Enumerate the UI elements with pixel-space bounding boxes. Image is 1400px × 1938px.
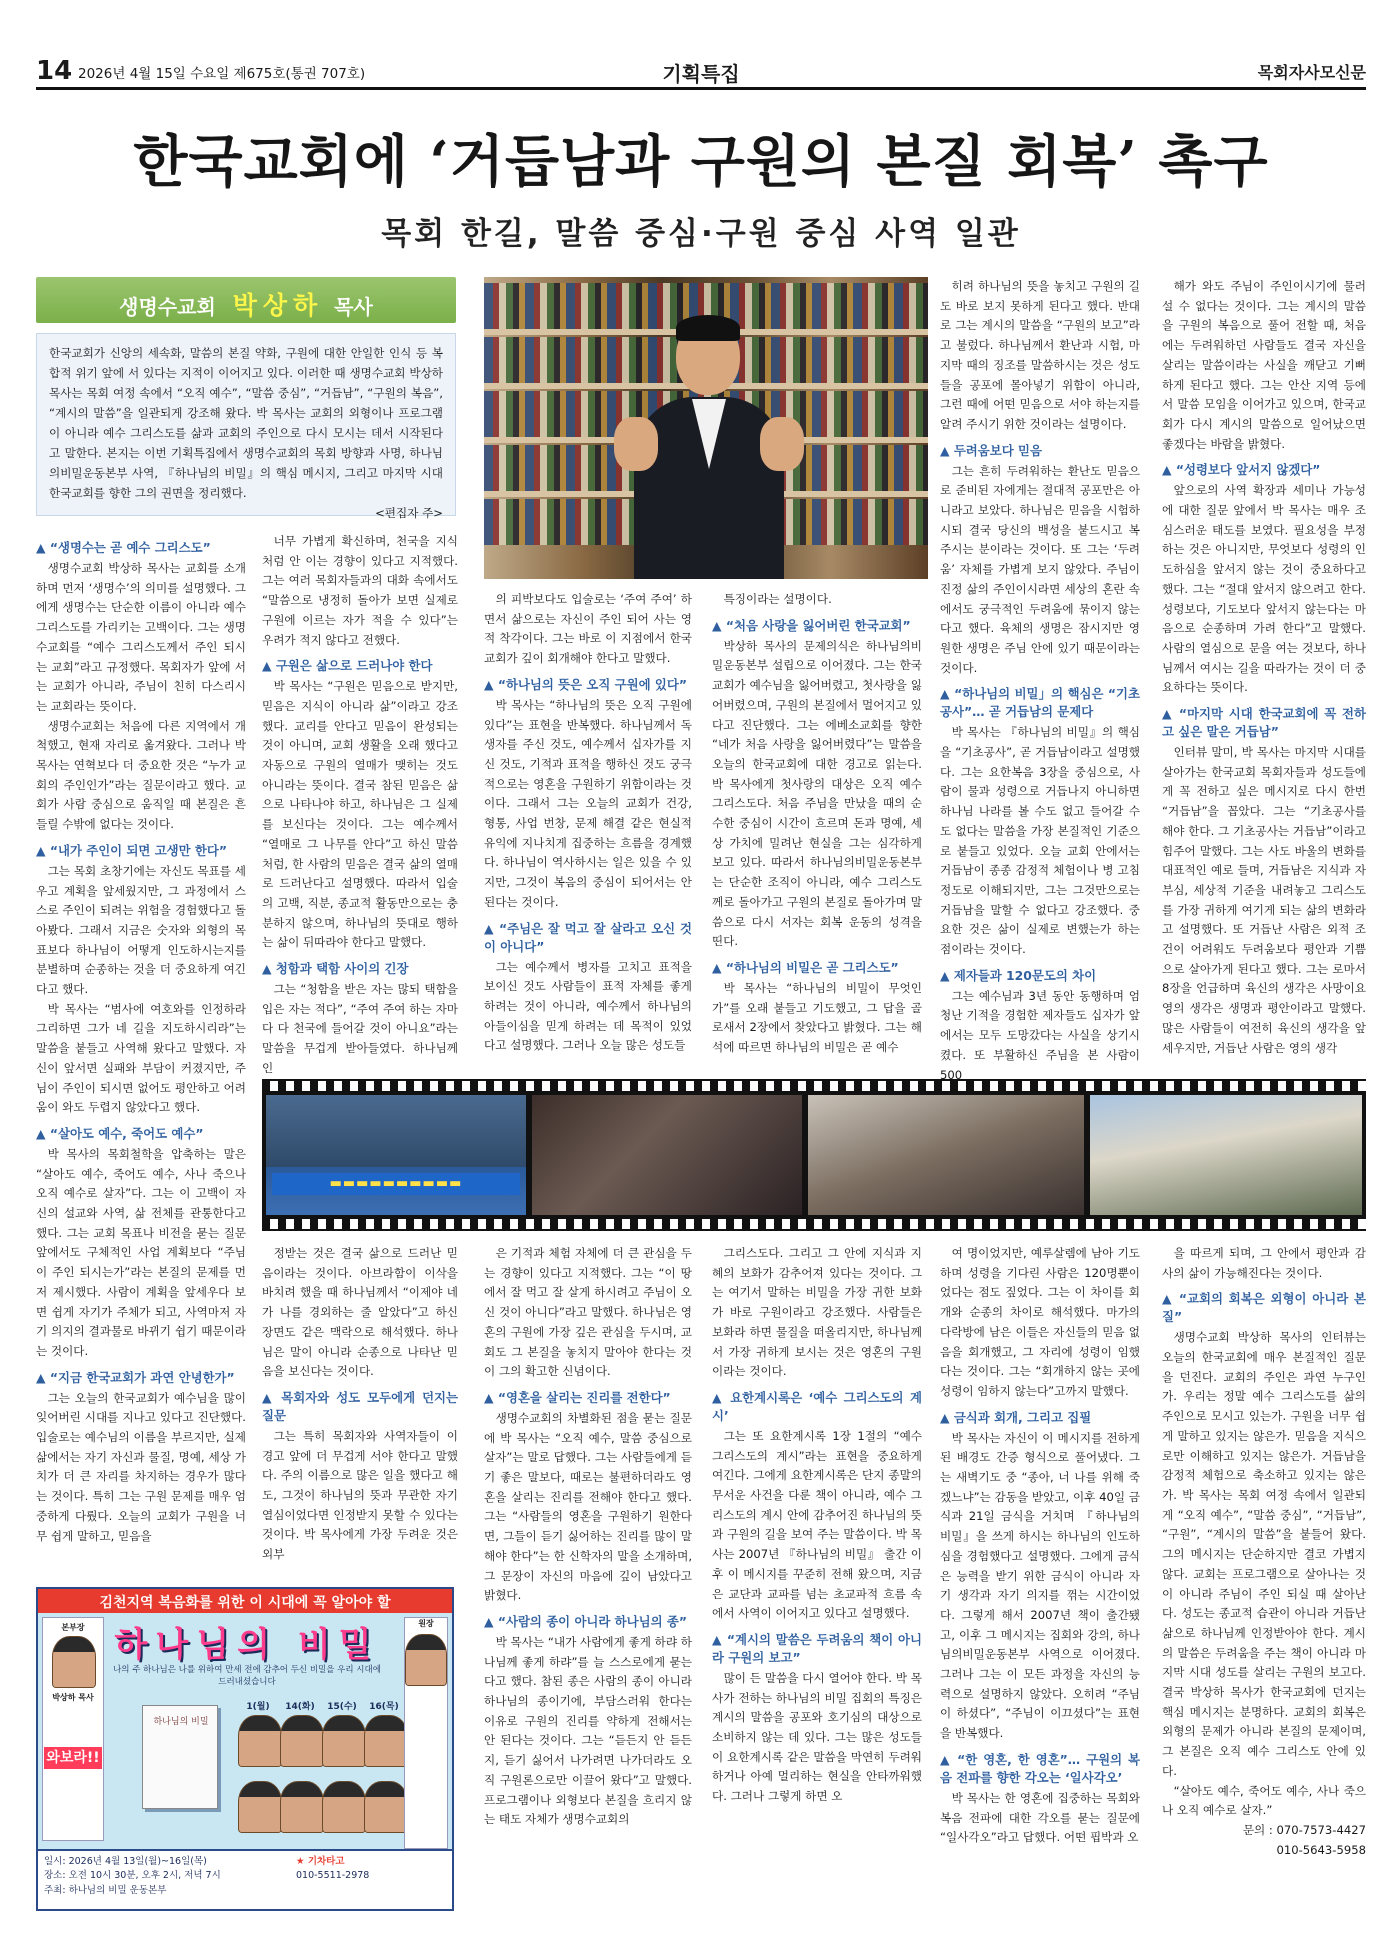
host-portrait (405, 1634, 447, 1686)
column-5-bottom (940, 1244, 1140, 1848)
film-perforation (262, 1219, 1366, 1229)
speaker-portrait (280, 1781, 324, 1833)
editor-intro (36, 333, 456, 520)
paragraph: 그는 또 요한계시록 1장 1절의 “예수 그리스도의 계시”라는 표현을 중요하게 여긴다. 그에게 요한계시록은 단지 종말의 무서운 사건을 다룬 책이 아니라, 예수 그리스도의 계시 안에 감추어진 하나님의 뜻과 구원의 길을 보여 주는 말씀이다. 박 목사는 2007년 『하나님의 비밀』 출간 이후 이 메시지를 꾸준히 전해 왔으며, 지금은 교단과 교파를 넘는 초교파적 흐름 속에서 사역이 이어지고 있다고 설명했다. (712, 1428, 922, 1621)
subheadline: 목회 한길, 말씀 중심·구원 중심 사역 일관 (381, 216, 1021, 252)
subheading: ▲ “교회의 회복은 외형이 아니라 본질” (1162, 1291, 1366, 1325)
byline-title: 목사 (334, 295, 373, 319)
paragraph: 특징이라는 설명이다. (723, 592, 832, 606)
subheading: ▲ 목회자와 성도 모두에게 던지는 질문 (262, 1389, 458, 1423)
pastor-figure (634, 317, 784, 579)
session-day: 1(월) (246, 1702, 270, 1712)
subheading: ▲ “하나님의 비밀은 곧 그리스도” (712, 959, 899, 975)
hair (676, 315, 740, 341)
paragraph: 박 목사는 “하나님의 비밀이 무엇인가”를 오래 붙들고 기도했고, 그 답을 골로새서 2장에서 찾았다고 밝혔다. 그는 해석에 따르면 하나님의 비밀은 곧 예수 (712, 980, 922, 1055)
column-2-top (262, 532, 458, 1079)
subheading: ▲ “영혼을 살리는 진리를 전한다” (484, 1389, 671, 1405)
subheading: ▲ “하나님의 비밀」의 핵심은 “기초공사”… 곧 거듭남의 문제다 (940, 686, 1140, 720)
paragraph: 해가 와도 주님이 주인이시기에 물러설 수 없다는 것이다. 그는 계시의 말씀을 구원의 복음으로 풀어 전할 때, 처음에는 두려워하던 사람들도 결국 자신을 살리는 말씀이라는 사실을 깨닫고 기뻐하게 된다고 했다. 그는 안산 지역 등에서 말씀 모임을 이어가고 있으며, 한국교회가 다시 계시의 말씀으로 일어났으면 좋겠다는 바람을 밝혔다. (1162, 279, 1366, 451)
banner-graphic: ▬▬▬▬▬▬▬▬▬▬ (272, 1173, 520, 1195)
paragraph: 박 목사는 “내가 사람에게 좋게 하랴 하나님께 좋게 하랴”를 늘 스스로에게 묻는다고 했다. 참된 종은 사람의 종이 아니라 하나님의 종이기에, 부담스러워 한다는 이유로 구원의 진리를 약하게 전해서는 안 된다는 것이다. 그는 “듣든지 안 듣든지, 듣기 싫어서 나가려면 나가더라도 오직 구원론으로만 이끌어 왔다”고 말했다. 프로그램이나 외형보다 본질을 흐리지 않는 태도 자체가 생명수교회의 (484, 1634, 692, 1827)
session-day: 14(화) (285, 1702, 315, 1712)
book-title: 하나님의 비밀 (153, 1717, 209, 1727)
paragraph: 그는 예수님과 3년 동안 동행하며 엄청난 기적을 경험한 제자들도 십자가 앞에서는 모두 도망갔다는 사실을 상기시켰다. 또 부활하신 주님을 본 사람이 500 (940, 988, 1140, 1082)
paragraph: 정받는 것은 결국 삶으로 드러난 믿음이라는 것이다. 아브라함이 이삭을 바치려 했을 때 하나님께서 “이제야 네가 나를 경외하는 줄 알았다”고 하신 장면도 같은 맥락으로 해석했다. 하나님은 말이 아니라 순종으로 나타난 믿음을 보신다는 것이다. (262, 1246, 458, 1379)
masthead (36, 52, 1366, 90)
column-6-bottom (1162, 1244, 1366, 1860)
subheading: ▲ “살아도 예수, 죽어도 예수” (36, 1125, 204, 1141)
intro-text: 한국교회가 신앙의 세속화, 말씀의 본질 약화, 구원에 대한 안일한 인식 등 복합적 위기 앞에 서 있다는 지적이 이어지고 있다. 이러한 때 생명수교회 박상하 목사는 목회 여정 속에서 “오직 예수”, “말씀 중심”, “거듭남”, “구원의 복음”, “계시의 말씀”을 일관되게 강조해 왔다. 박 목사는 교회의 외형이나 프로그램이 아니라 예수 그리스도를 삶과 교회의 주인으로 다시 모시는 데서 시작된다고 말한다. 본지는 이번 기획특집에서 생명수교회의 목회 방향과 사명, 하나님의비밀운동본부 사역, 『하나님의 비밀』의 핵심 메시지, 그리고 마지막 시대 한국교회를 향한 그의 권면을 정리했다. (49, 346, 443, 500)
subheading: ▲ “생명수는 곧 예수 그리스도” (36, 540, 211, 555)
ad-organizer: 주최: 하나님의 비밀 운동본부 (44, 1884, 167, 1896)
subheading: ▲ 청함과 택함 사이의 긴장 (262, 961, 409, 977)
subheading: ▲ “계시의 말씀은 두려움의 책이 아니라 구원의 보고” (712, 1631, 922, 1665)
paragraph: 그는 목회 초창기에는 자신도 목표를 세우고 계획을 앞세웠지만, 그 과정에서 스스로 주인이 되려는 위험을 경험했다고 돌아봤다. 그래서 지금은 숫자와 외형의 목표보다 하나님이 어떻게 인도하시는지를 분별하며 순종하는 것을 더 중요하게 여긴다고 했다. (36, 863, 246, 997)
ad-left-label: 본부장 (61, 1623, 85, 1632)
paragraph: 박 목사는 “하나님의 뜻은 오직 구원에 있다”는 표현을 반복했다. 하나님께서 독생자를 주신 것도, 예수께서 십자가를 지신 것도, 기적과 표적을 행하신 것도 궁극적으로는 영혼을 구원하기 위함이라는 것이다. 그래서 그는 오늘의 교회가 건강, 형통, 사업 번창, 문제 해결 같은 현실적 유익에 지나치게 집중하는 흐름을 경계했다. 하나님이 역사하시는 일은 있을 수 있지만, 그것이 복음의 중심이 되어서는 안 된다는 것이다. (484, 697, 692, 909)
subheading: ▲ “주님은 잘 먹고 잘 살라고 오신 것이 아니다” (484, 920, 692, 954)
photo-group-congregation (1090, 1095, 1362, 1215)
paragraph: 생명수교회의 차별화된 점을 묻는 질문에 박 목사는 “오직 예수, 말씀 중심으로 살자”는 말로 답했다. 그는 사람들에게 듣기 좋은 말보다, 때로는 불편하더라도 영혼을 살리는 진리를 전해야 한다고 했다. 그는 “사람들의 영혼을 구원하기 원한다면, 그들이 듣기 싫어하는 진리를 많이 말해야 한다”는 한 신학자의 말을 소개하며, 그 문장이 자신의 마음에 깊이 남았다고 밝혔다. (484, 1410, 692, 1603)
subheading: ▲ “지금 한국교회가 과연 안녕한가” (36, 1369, 235, 1385)
subheading: ▲ 요한계시록은 ‘예수 그리스도의 계시’ (712, 1389, 922, 1423)
paragraph: 인터뷰 말미, 박 목사는 마지막 시대를 살아가는 한국교회 목회자들과 성도들에게 꼭 전하고 싶은 메시지로 다시 한번 “거듭남”을 꼽았다. 그는 “기초공사를 해야 한다. 그 기초공사는 거듭남”이라고 힘주어 말했다. 그는 사도 바울의 변화를 대표적인 예로 들며, 거듭남은 지식과 자부심, 세상적 기준을 내려놓고 그리스도를 가장 귀하게 여기게 되는 삶의 변화라고 설명했다. 또 거듭난 사람은 외적 조건이 어려워도 두려움보다 평안과 기쁨으로 살아가게 된다고 했다. 그는 로마서 8장을 언급하며 육신의 생각은 사망이요 영의 생각은 생명과 평안이라고 말했다. 많은 사람들이 여전히 육신의 생각을 앞세우지만, 거듭난 사람은 영의 생각 (1162, 745, 1366, 1055)
paragraph: 그는 흔히 두려워하는 환난도 믿음으로 준비된 자에게는 절대적 공포만은 아니라고 보았다. 하나님은 믿음을 시험하시되 결국 당신의 백성을 붙드시고 복 주시는 분이라는 것이다. 또 그는 ‘두려움’ 자체를 가볍게 보지 않았다. 주님이 진정 삶의 주인이시라면 세상의 혼란 속에서도 궁극적인 두려움에 묶이지 않는다고 했다. 육체의 생명은 잠시지만 영원한 생명은 주님 안에 있기 때문이라는 것이다. (940, 463, 1140, 675)
ad-time: 장소: 오전 10시 30분, 오후 2시, 저녁 7시 (44, 1870, 221, 1882)
subheading: ▲ 구원은 삶으로 드러나야 한다 (262, 658, 433, 674)
headline: 한국교회에 ‘거듭남과 구원의 본질 회복’ 촉구 (133, 129, 1269, 195)
paragraph: 생명수교회 박상하 목사는 교회를 소개하며 먼저 ‘생명수’의 의미를 설명했다. 그에게 생명수는 단순한 이름이 아니라 예수 그리스도를 가리키는 고백이다. 그는 생명수교회를 “예수 그리스도께서 주인 되시는 교회”라고 규정했다. 목회자가 앞에 서는 교회가 아니라, 주님이 친히 다스리시는 교회라는 뜻이다. (36, 560, 246, 713)
ad-date: 일시: 2026년 4월 13일(월)~16일(목) (44, 1856, 207, 1867)
subheading: ▲ “내가 주인이 되면 고생만 한다” (36, 842, 228, 858)
subheading: ▲ “마지막 시대 한국교회에 꼭 전하고 싶은 말은 거듭남” (1162, 706, 1366, 740)
subheading: ▲ “사람의 종이 아니라 하나님의 종” (484, 1613, 687, 1629)
paragraph: 의 피박보다도 입술로는 ‘주여 주여’ 하면서 삶으로는 자신이 주인 되어 사는 영적 착각이다. 그는 바로 이 지점에서 한국교회가 깊이 회개해야 한다고 말했다. (484, 592, 692, 666)
speaker-portrait (364, 1715, 408, 1767)
paragraph: 을 따르게 되며, 그 안에서 평안과 감사의 삶이 가능해진다는 것이다. (1162, 1246, 1366, 1280)
paragraph: 그는 오늘의 한국교회가 예수님을 많이 잊어버린 시대를 지나고 있다고 진단했다. 입술로는 예수님의 이름을 부르지만, 실제 삶에서는 자기 자신과 물질, 명예, 세상 가치가 더 큰 자리를 차지하는 경우가 많다는 것이다. 특히 그는 구원 문제를 매우 엄중하게 다뤘다. 오늘의 교회가 구원을 너무 쉽게 말하고, 믿음을 (36, 1390, 246, 1543)
paragraph: 그는 “청함을 받은 자는 많되 택함을 입은 자는 적다”, “주여 주여 하는 자마다 다 천국에 들어갈 것이 아니요”라는 말씀을 무겁게 받아들였다. 하나님께 인 (262, 982, 458, 1075)
speaker-portrait (52, 1636, 96, 1688)
issue-date: 2026년 4월 15일 수요일 제675호(통권 707호) (78, 66, 366, 82)
column-5-top (940, 277, 1140, 1085)
paragraph: 여 명이었지만, 예루살렘에 남아 기도하며 성령을 기다린 사람은 120명뿐이었다는 점도 짚었다. 그는 이 차이를 회개와 순종의 차이로 해석했다. 마가의 다락방에 남은 이들은 자신들의 믿음 없음을 회개했고, 그 자리에 성령이 임했다는 것이다. 그는 “회개하지 않는 곳에 성령이 임하지 않는다”고까지 말했다. (940, 1246, 1140, 1398)
subheading: ▲ 제자들과 120문도의 차이 (940, 967, 1097, 983)
book-cover (142, 1705, 218, 1809)
subheading: ▲ 금식과 회개, 그리고 집필 (940, 1409, 1092, 1425)
ad-contact (296, 1855, 446, 1884)
photo-film-strip (262, 1079, 1366, 1231)
left-hand (614, 417, 658, 471)
paragraph: 그리스도다. 그리고 그 안에 지식과 지혜의 보화가 감추어져 있다는 것이다. 그는 여기서 말하는 비밀을 가장 귀한 보화가 바로 구원이라고 강조했다. 사람들은 보화라 하면 물질을 떠올리지만, 하나님께서 가장 귀하게 보시는 것은 영혼의 구원이라는 것이다. (712, 1246, 922, 1379)
column-4-top (712, 590, 922, 1058)
session-day: 16(목) (369, 1702, 399, 1712)
subheading: ▲ “처음 사랑을 잃어버린 한국교회” (712, 617, 911, 633)
paragraph: 앞으로의 사역 확장과 세미나 가능성에 대한 질문 앞에서 박 목사는 매우 조심스러운 태도를 보였다. 필요성을 부정하는 것은 아니지만, 무엇보다 성령의 인도하심을 앞서지 않는 것이 중요하다고 했다. 그는 “절대 앞서지 않으려고 한다. 성령보다, 기도보다 앞서지 않는다는 마음으로 순종하며 가려 한다”고 말했다. 사람의 열심으로 문을 여는 것보다, 하나님께서 여시는 길을 따라가는 것이 더 중요하다는 뜻이다. (1162, 483, 1366, 695)
photo-praying-worshippers (532, 1095, 802, 1215)
column-1 (36, 532, 246, 1546)
paragraph: 박 목사는 『하나님의 비밀』의 핵심을 “기초공사”, 곧 거듭남이라고 설명했다. 그는 요한복음 3장을 중심으로, 사람이 물과 성령으로 거듭나지 아니하면 하나님 나라를 볼 수도 없고 들어갈 수도 없다는 말씀을 가장 본질적인 기준으로 붙들고 있었다. 오늘 교회 안에서는 거듭남이 종종 감정적 체험이나 병 고침 정도로 이해되지만, 그는 그것만으로는 거듭남을 말할 수 없다고 강조했다. 중요한 것은 삶이 실제로 변했는가 하는 점이라는 것이다. (940, 725, 1140, 957)
ad-left-panel (42, 1617, 104, 1841)
paragraph: 그는 특히 목회자와 사역자들이 이 경고 앞에 더 무겁게 서야 한다고 말했다. 주의 이름으로 많은 일을 했다고 해도, 그것이 하나님의 뜻과 무관한 자기 열심이었다면 인정받지 못할 수 있다는 것이다. 박 목사에게 가장 두려운 것은 외부 (262, 1428, 458, 1562)
subheading: ▲ “하나님의 뜻은 오직 구원에 있다” (484, 676, 687, 692)
paragraph: “살아도 예수, 죽어도 예수, 사나 죽으나 오직 예수로 살자.” (1162, 1783, 1366, 1818)
column-4-bottom (712, 1244, 922, 1807)
paragraph: 박 목사는 한 영혼에 집중하는 목회와 복음 전파에 대한 각오를 묻는 질문에 “일사각오”라고 답했다. 어떤 핍박과 오 (940, 1790, 1140, 1845)
column-3-bottom (484, 1244, 692, 1830)
paragraph: 박상하 목사의 문제의식은 하나님의비밀운동본부 설립으로 이어졌다. 그는 한국교회가 예수님을 잃어버렸고, 첫사랑을 잃어버렸으며, 구원의 본질에서 멀어지고 있다고 진단했다. 그는 에베소교회를 향한 “네가 처음 사랑을 잃어버렸다”는 말씀을 오늘의 한국교회에 대한 경고로 읽는다. 박 목사에게 첫사랑의 대상은 오직 예수 그리스도다. 처음 주님을 만났을 때의 순수한 중심이 시간이 흐르며 돈과 명예, 세상 가치에 밀려난 현실을 그는 심각하게 보고 있다. 따라서 하나님의비밀운동본부는 단순한 조직이 아니라, 예수 그리스도께로 돌아가고 구원의 본질로 돌아가며 말씀으로 다시 서자는 회복 운동의 성격을 띤다. (712, 638, 922, 949)
speaker-portrait (322, 1715, 366, 1767)
ad-title: 하나님의 비밀 (114, 1625, 380, 1665)
column-2-bottom (262, 1244, 458, 1565)
speaker-portrait (238, 1781, 282, 1833)
paragraph: 생명수교회 박상하 목사의 인터뷰는 오늘의 한국교회에 매우 본질적인 질문을 던진다. 교회의 주인은 과연 누구인가. 우리는 정말 예수 그리스도를 삶의 주인으로 모시고 있는가. 구원을 너무 쉽게 말하고 있지는 않은가. 믿음을 지식으로만 이해하고 있지는 않은가. 거듭남을 감정적 체험으로 축소하고 있지는 않은가. 박 목사는 목회 여정 속에서 일관되게 “오직 예수”, “말씀 중심”, “거듭남”, “구원”, “계시의 말씀”을 붙들어 왔다. 그의 메시지는 단순하지만 결코 가볍지 않다. 교회는 프로그램으로 살아나는 것이 아니라 주님이 주인 되실 때 살아난다. 성도는 종교적 습관이 아니라 거듭난 삶으로 하나님께 인정받아야 한다. 계시의 말씀은 두려움을 주는 책이 아니라 마지막 시대 성도를 살리는 구원의 보고다. 결국 박상하 목사가 한국교회에 던지는 핵심 메시지는 분명하다. 교회의 회복은 외형의 문제가 아니라 본질의 문제이며, 그 본질은 오직 예수 그리스도 안에 있다. (1162, 1330, 1366, 1778)
ad-contact-label: ★ 기차타고 (296, 1856, 345, 1867)
section-title: 기획특집 (662, 62, 740, 86)
contact-phone: 문의 : 070-7573-4427 (1242, 1822, 1366, 1837)
paragraph: 너무 가볍게 확신하며, 천국을 지식처럼 안 이는 경향이 있다고 지적했다. 그는 여러 목회자들과의 대화 속에서도 “말씀으로 냉정히 돌아가 보면 실제로 구원에 이르는 자가 적을 수 있다”는 우려가 적지 않다고 전했다. (262, 534, 458, 647)
pastor-photo (484, 277, 928, 579)
subheading: ▲ “성령보다 앞서지 않겠다” (1162, 462, 1321, 478)
ad-phone-number: 010-5511-2978 (296, 1870, 370, 1882)
session-day: 15(수) (327, 1702, 357, 1712)
speaker-name: 박상하 목사 (52, 1693, 94, 1702)
ad-callout: 와보라!! (44, 1747, 102, 1769)
event-advertisement (36, 1587, 454, 1911)
newspaper-name: 목회자사모신문 (1257, 63, 1366, 82)
speaker-portrait (364, 1781, 408, 1833)
ad-session-grid (238, 1699, 406, 1849)
paragraph: 생명수교회는 처음에 다른 지역에서 개척했고, 현재 자리로 옮겨왔다. 그러나 박 목사는 연혁보다 더 중요한 것은 “누가 교회의 주인인가”라는 질문이라고 했다. 교회가 사람 중심으로 움직일 때 본질은 흔들릴 수밖에 없다는 것이다. (36, 718, 246, 832)
paragraph: 박 목사는 자신이 이 메시지를 전하게 된 배경도 간증 형식으로 풀어냈다. 그는 새벽기도 중 “종아, 너 나를 위해 죽겠느냐”는 감동을 받았고, 이후 40일 금식과 21일 금식을 거치며 『하나님의 비밀』을 쓰게 하시는 하나님의 인도하심을 경험했다고 설명했다. 그에게 금식은 능력을 받기 위한 금식이 아니라 자기 생각과 자기 의지를 꺾는 시간이었다. 그렇게 해서 2007년 책이 출간됐고, 이후 그 메시지는 집회와 강의, 하나님의비밀운동본부 사역으로 이어졌다. 그러나 그는 이 모든 과정을 자신의 능력으로 설명하지 않았다. 오히려 “주님이 하셨다”, “주님이 이끄셨다”는 표현을 반복했다. (940, 1430, 1140, 1741)
intro-credit: <편집자 주> (375, 505, 443, 520)
speaker-portrait (280, 1715, 324, 1767)
ad-top-banner: 김천지역 복음화를 위한 이 시대에 꼭 알아야 할 (38, 1589, 452, 1613)
paragraph: 박 목사는 “구원은 믿음으로 받지만, 믿음은 지식이 아니라 삶”이라고 강조했다. 교리를 안다고 믿음이 완성되는 것이 아니며, 교회 생활을 오래 했다고 자동으로 구원의 열매가 맺히는 것도 아니라는 뜻이다. 결국 참된 믿음은 삶으로 나타나야 하고, 하나님은 그 실제를 보신다는 것이다. 그는 예수께서 “열매로 그 나무를 안다”고 하신 말씀처럼, 한 사람의 믿음은 결국 삶의 열매로 드러난다고 설명했다. 따라서 입술의 고백, 직분, 종교적 활동만으로는 충분하지 않으며, 하나님의 뜻대로 행하는 삶이 뒤따라야 한다고 말했다. (262, 679, 458, 950)
ad-right-panel (404, 1617, 448, 1849)
byline-banner (36, 277, 456, 323)
column-3-top (484, 590, 692, 1056)
photo-preaching-pastor (808, 1095, 1084, 1215)
speaker-portrait (322, 1781, 366, 1833)
ad-footer (38, 1849, 452, 1909)
paragraph: 히려 하나님의 뜻을 놓치고 구원의 길도 바로 보지 못하게 된다고 했다. 반대로 그는 계시의 말씀을 “구원의 보고”라고 불렀다. 하나님께서 환난과 시험, 마지막 때의 징조를 말씀하시는 것은 성도들을 공포에 몰아넣기 위함이 아니라, 그런 때에 어떤 믿음으로 서야 하는지를 알려 주시기 위한 것이라는 설명이다. (940, 279, 1140, 431)
ad-subtitle: 나의 주 하나님은 나를 위하여 만세 전에 감추어 두신 비밀을 우리 시대에 드러내셨습니다 (113, 1665, 381, 1687)
film-perforation (262, 1081, 1366, 1091)
subheading: ▲ “한 영혼, 한 영혼”… 구원의 복음 전파를 향한 각오는 ‘일사각오’ (940, 1751, 1140, 1785)
paragraph: 박 목사의 목회철학을 압축하는 말은 “살아도 예수, 죽어도 예수, 사나 죽으나 오직 예수로 살자”다. 그는 이 고백이 자신의 설교와 사역, 삶 전체를 관통한다고 했다. 그는 교회 목표나 비전을 묻는 질문 앞에서도 구체적인 사업 계획보다 “주님이 주인 되시는가”라는 본질의 문제를 먼저 제시했다. 사람이 계획을 앞세우다 보면 쉽게 자기가 주체가 되고, 사역마저 자기 의지의 결과물로 바뀌기 쉽기 때문이라는 것이다. (36, 1146, 246, 1358)
photo-conference-banner (266, 1095, 526, 1215)
page-number: 14 (36, 56, 73, 86)
right-hand (760, 417, 804, 471)
subheading: ▲ 두려움보다 믿음 (940, 442, 1042, 458)
paragraph: 그는 예수께서 병자를 고치고 표적을 보이신 것도 사람들이 표적 자체를 좋게 하려는 것이 아니라, 예수께서 하나님의 아들이심을 믿게 하려는 데 목적이 있었다고 설명했다. 그러나 오늘 많은 성도들 (484, 959, 692, 1053)
byline-name: 박상하 (232, 291, 324, 320)
byline-church: 생명수교회 (119, 295, 216, 319)
ad-right-label: 원장 (418, 1619, 434, 1628)
paragraph: 많이 든 말씀을 다시 열어야 한다. 박 목사가 전하는 하나님의 비밀 집회의 특징은 계시의 말씀을 공포와 호기심의 대상으로 소비하지 않는 데 있다. 그는 많은 성도들이 요한계시록 같은 말씀을 막연히 두려워하거나 아예 멀리하는 현실을 안타까워했다. 그러나 그렇게 하면 오 (712, 1670, 922, 1804)
paragraph: 은 기적과 체험 자체에 더 큰 관심을 두는 경향이 있다고 지적했다. 그는 “이 땅에서 잘 먹고 잘 살게 하시려고 주님이 오신 것이 아니다”라고 말했다. 하나님은 영혼의 구원에 가장 깊은 관심을 두시며, 교회도 그 본질을 놓치지 말아야 한다는 것이 그의 확고한 신념이다. (484, 1246, 692, 1379)
paragraph: 박 목사는 “범사에 여호와를 인정하라 그리하면 그가 네 길을 지도하시리라”는 말씀을 붙들고 사역해 왔다고 말했다. 자신이 앞서면 실패와 부담이 커졌지만, 주님이 주인이 되시면 없어도 평안하고 어려움이 와도 두렵지 않았다고 했다. (36, 1001, 246, 1115)
contact-mobile: 010-5643-5958 (1276, 1842, 1366, 1857)
speaker-portrait (238, 1715, 282, 1767)
column-6-top (1162, 277, 1366, 1058)
